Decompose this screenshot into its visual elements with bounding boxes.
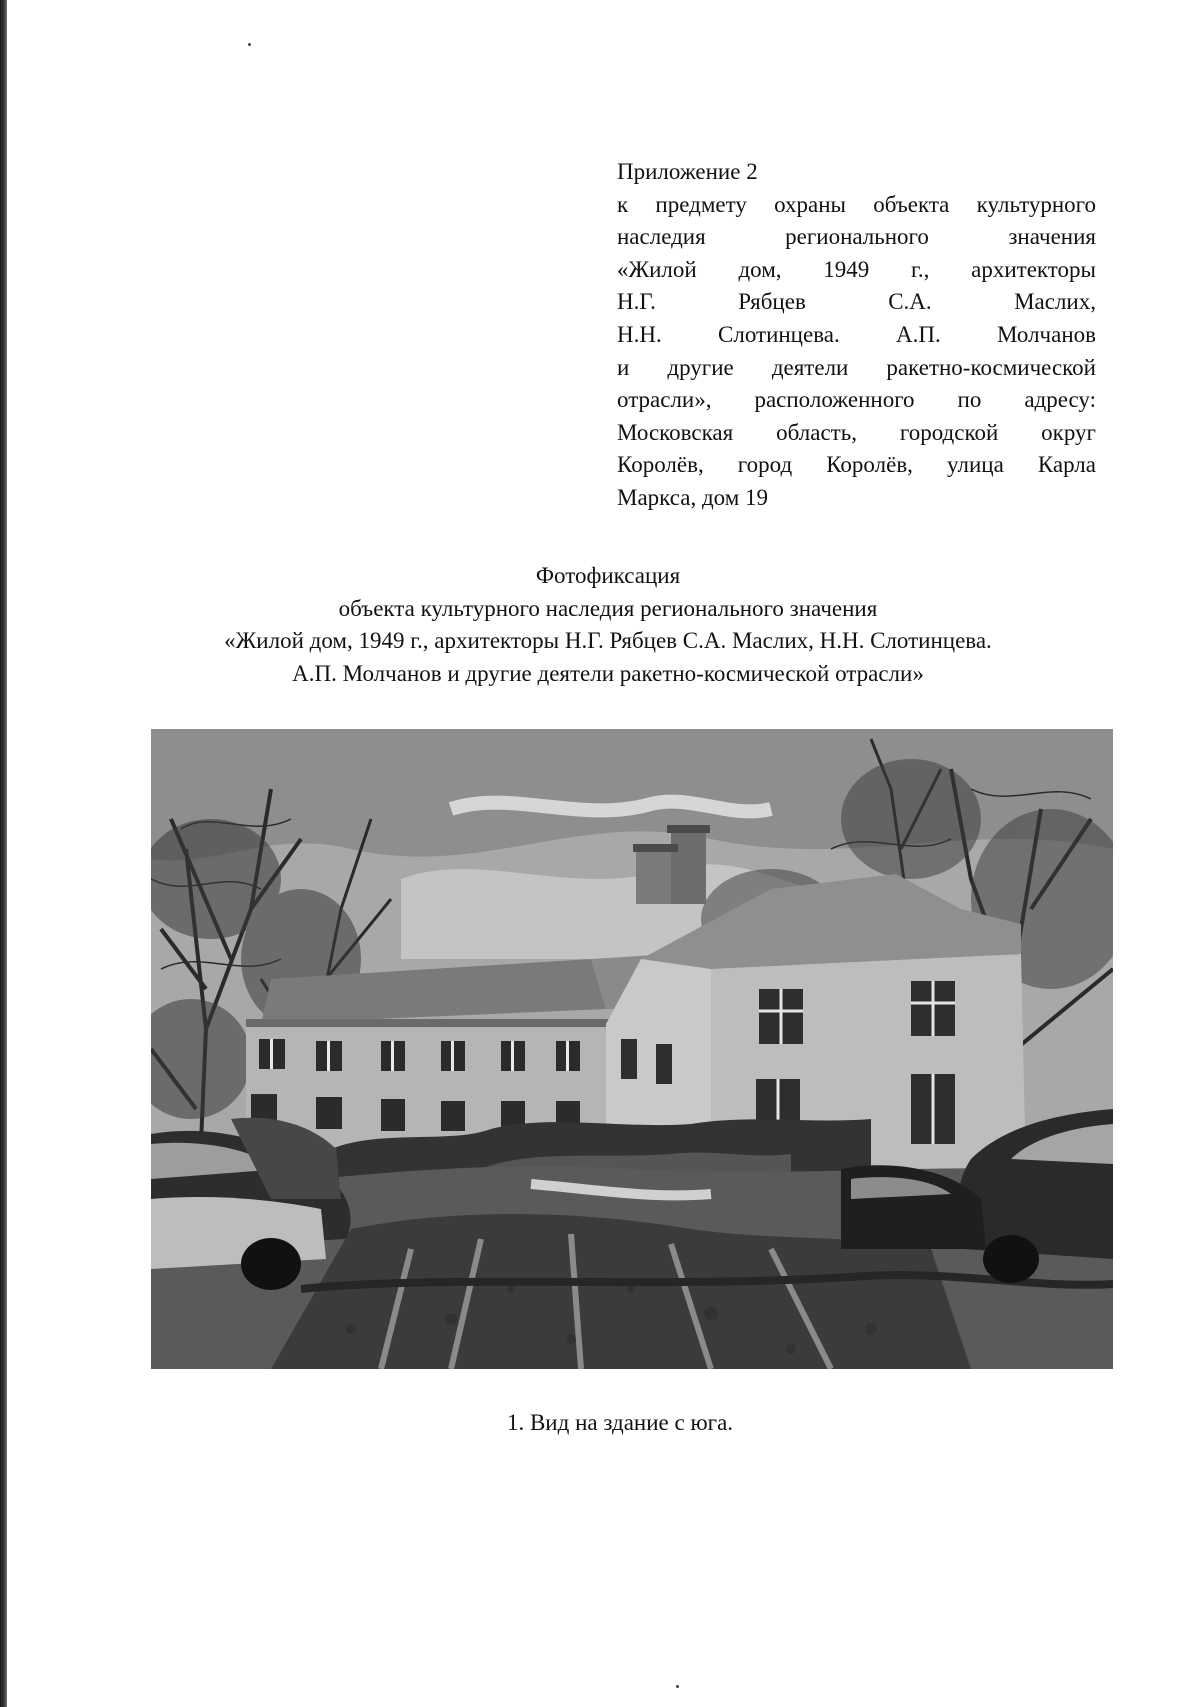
document-heading	[0, 560, 1200, 690]
appendix-line: «Жилой дом, 1949 г., архитекторы	[617, 256, 1096, 282]
building-photo	[151, 729, 1113, 1369]
appendix-line: отрасли», расположенного по адресу:	[617, 387, 1096, 413]
appendix-line: Н.Н. Слотинцева. А.П. Молчанов	[617, 321, 1096, 347]
appendix-line: Н.Г. Рябцев С.А. Маслих,	[617, 289, 1096, 315]
appendix-line: наследия регионального значения	[617, 224, 1096, 250]
appendix-line: и другие деятели ракетно-космической	[617, 354, 1096, 380]
appendix-line: Маркса, дом 19	[617, 484, 769, 510]
building-photo-drawing	[151, 729, 1113, 1369]
heading-line: А.П. Молчанов и другие деятели ракетно-космической отрасли»	[292, 660, 924, 686]
scan-speck	[676, 1685, 679, 1688]
appendix-line: к предмету охраны объекта культурного	[617, 191, 1096, 217]
heading-title: Фотофиксация	[535, 563, 681, 588]
heading-line: объекта культурного наследия регионального значения	[338, 595, 878, 621]
photo-caption: 1. Вид на здание с юга.	[506, 1410, 734, 1435]
scan-left-edge	[0, 0, 7, 1707]
appendix-line: Королёв, город Королёв, улица Карла	[617, 452, 1096, 478]
appendix-line: Приложение 2	[617, 159, 758, 184]
heading-line: «Жилой дом, 1949 г., архитекторы Н.Г. Рябцев С.А. Маслих, Н.Н. Слотинцева.	[224, 628, 992, 653]
scan-speck	[248, 43, 251, 46]
appendix-line: Московская область, городской округ	[617, 419, 1096, 445]
appendix-block	[617, 156, 1096, 515]
